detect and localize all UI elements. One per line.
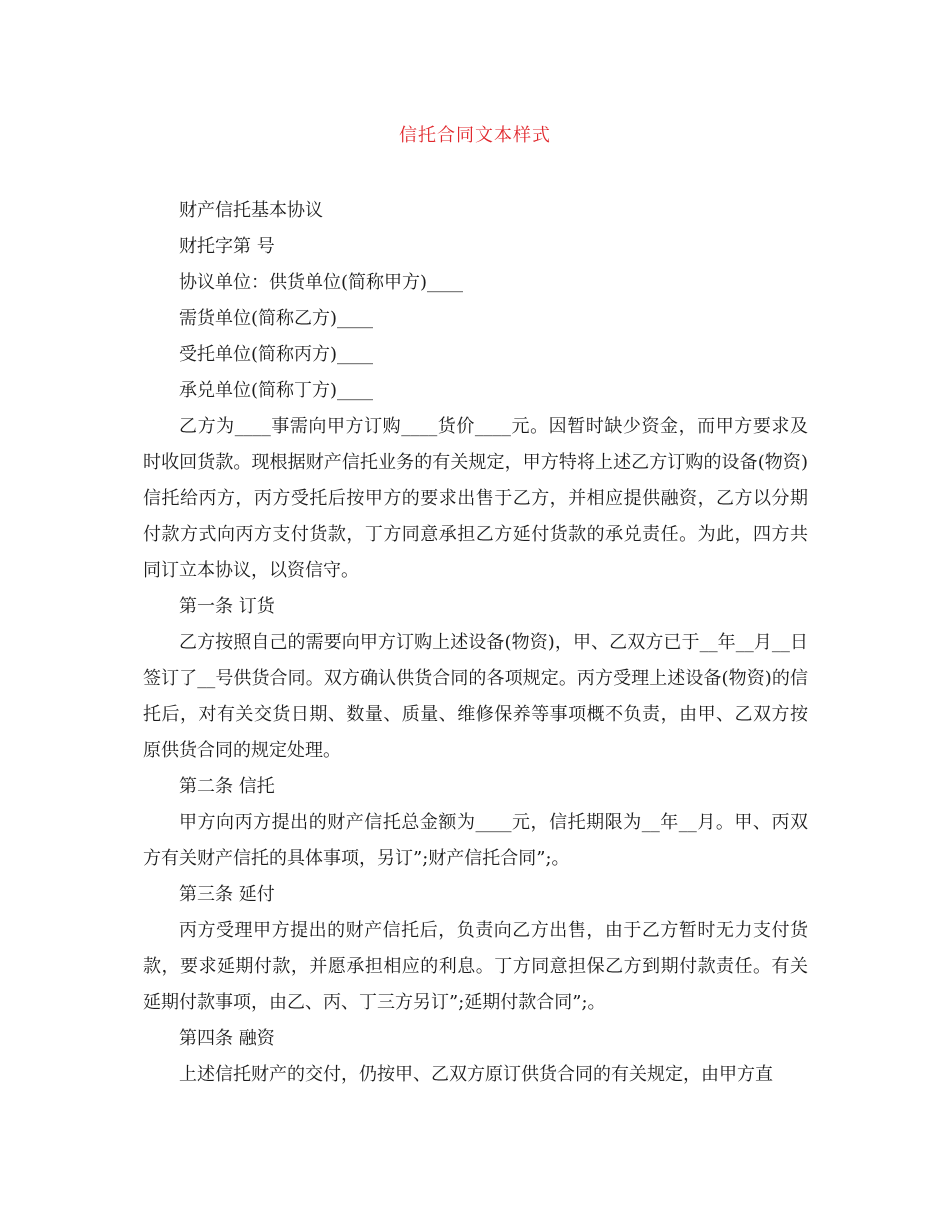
- intro-paragraph: 乙方为____事需向甲方订购____货价____元。因暂时缺少资金，而甲方要求及时收回货款。现根据财产信托业务的有关规定，甲方特将上述乙方订购的设备(物资)信托给丙方，丙方受托后按甲方的要求出售于乙方，并相应提供融资，乙方以分期付款方式向丙方支付货款，丁方同意承担乙方延付货款的承兑责任。为此，四方共同订立本协议，以资信守。: [143, 416, 808, 581]
- article-3-heading: 第三条 延付: [179, 884, 275, 905]
- article-4-heading: 第四条 融资: [179, 1028, 275, 1049]
- party-b-line: 需货单位(简称乙方)____: [179, 308, 374, 329]
- party-c-line: 受托单位(简称丙方)____: [179, 344, 374, 365]
- party-d-line: 承兑单位(简称丁方)____: [179, 380, 374, 401]
- agreement-number: 财托字第 号: [179, 236, 275, 257]
- article-4-body: 上述信托财产的交付，仍按甲、乙双方原订供货合同的有关规定，由甲方直: [179, 1064, 773, 1085]
- article-2-heading: 第二条 信托: [179, 776, 275, 797]
- party-a-line: 协议单位：供货单位(简称甲方)____: [179, 272, 464, 293]
- document-body: [143, 193, 808, 1093]
- article-3-body: 丙方受理甲方提出的财产信托后，负责向乙方出售，由于乙方暂时无力支付货款，要求延期付款，并愿承担相应的利息。丁方同意担保乙方到期付款责任。有关延期付款事项，由乙、丙、丁三方另订”;延期付款合同”;。: [143, 920, 808, 1013]
- document-title: 信托合同文本样式: [399, 125, 551, 146]
- article-2-body: 甲方向丙方提出的财产信托总金额为____元，信托期限为__年__月。甲、丙双方有关财产信托的具体事项，另订”;财产信托合同”;。: [143, 812, 808, 869]
- agreement-name: 财产信托基本协议: [179, 200, 323, 221]
- article-1-body: 乙方按照自己的需要向甲方订购上述设备(物资)，甲、乙双方已于__年__月__日签订了__号供货合同。双方确认供货合同的各项规定。丙方受理上述设备(物资)的信托后，对有关交货日期、数量、质量、维修保养等事项概不负责，由甲、乙双方按原供货合同的规定处理。: [143, 632, 808, 761]
- article-1-heading: 第一条 订货: [179, 596, 275, 617]
